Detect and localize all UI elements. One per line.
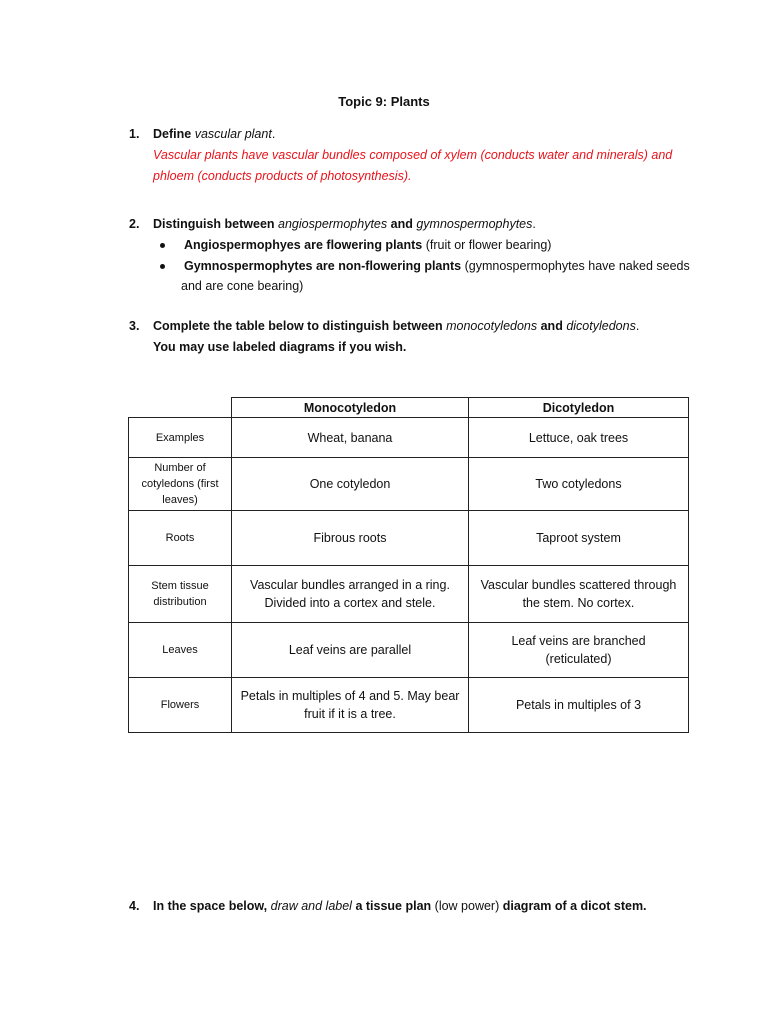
dicot-cell: Vascular bundles scattered through the stem. No cortex. <box>469 566 689 623</box>
prompt-term: angiospermophytes <box>278 217 388 231</box>
table-row <box>129 511 689 566</box>
prompt-text: a tissue plan <box>355 899 432 913</box>
question-number: 3. <box>129 319 140 333</box>
dicot-cell: Leaf veins are branched (reticulated) <box>469 623 689 678</box>
prompt-text: Complete the table below to distinguish between <box>153 319 443 333</box>
prompt-paren: (low power) <box>434 899 500 913</box>
table-row <box>129 566 689 623</box>
bullet-icon <box>160 243 165 248</box>
question-3-instruction: You may use labeled diagrams if you wish. <box>153 340 407 354</box>
question-2-prompt <box>153 217 536 231</box>
prompt-term: draw and label <box>270 899 352 913</box>
table-header-row <box>129 398 689 418</box>
question-4-prompt <box>153 899 647 913</box>
row-label: Roots <box>129 511 232 566</box>
bullet-icon <box>160 264 165 269</box>
dicot-cell: Two cotyledons <box>469 458 689 511</box>
prompt-suffix: . <box>635 319 640 333</box>
question-number: 4. <box>129 899 140 913</box>
bullet-bold-text: Gymnospermophytes are non-flowering plants <box>184 259 462 273</box>
prompt-term: gymnospermophytes <box>416 217 533 231</box>
prompt-text: diagram of a dicot stem. <box>502 899 647 913</box>
column-header-dicotyledon: Dicotyledon <box>469 398 689 418</box>
prompt-term: monocotyledons <box>446 319 538 333</box>
question-3-prompt <box>153 319 639 333</box>
bullet-item <box>184 238 551 252</box>
question-1-prompt <box>153 127 275 141</box>
prompt-text: and <box>390 217 413 231</box>
bullet-continuation: and are cone bearing) <box>181 279 304 293</box>
table-row <box>129 418 689 458</box>
monocot-cell: Petals in multiples of 4 and 5. May bear fruit if it is a tree. <box>232 678 469 733</box>
answer-line: phloem (conducts products of photosynthesis). <box>153 169 412 183</box>
dicot-cell: Lettuce, oak trees <box>469 418 689 458</box>
prompt-term: dicotyledons <box>566 319 636 333</box>
dicot-cell: Petals in multiples of 3 <box>469 678 689 733</box>
page-title: Topic 9: Plants <box>338 94 430 109</box>
monocot-cell: Leaf veins are parallel <box>232 623 469 678</box>
table-row <box>129 458 689 511</box>
prompt-suffix: . <box>532 217 536 231</box>
table-corner-cell <box>129 398 232 418</box>
row-label: Number of cotyledons (first leaves) <box>129 458 232 511</box>
prompt-text: Distinguish between <box>153 217 275 231</box>
monocot-cell: One cotyledon <box>232 458 469 511</box>
row-label: Examples <box>129 418 232 458</box>
comparison-table <box>128 397 689 733</box>
row-label: Leaves <box>129 623 232 678</box>
prompt-text: and <box>540 319 563 333</box>
row-label: Flowers <box>129 678 232 733</box>
dicot-cell: Taproot system <box>469 511 689 566</box>
table-row <box>129 623 689 678</box>
prompt-suffix: . <box>271 127 276 141</box>
table-row <box>129 678 689 733</box>
question-number: 1. <box>129 127 140 141</box>
bullet-text: (gymnospermophytes have naked seeds <box>464 259 690 273</box>
prompt-text: In the space below, <box>153 899 268 913</box>
column-header-monocotyledon: Monocotyledon <box>232 398 469 418</box>
monocot-cell: Fibrous roots <box>232 511 469 566</box>
bullet-item <box>184 259 690 273</box>
bullet-bold-text: Angiospermophyes are flowering plants <box>184 238 423 252</box>
monocot-cell: Wheat, banana <box>232 418 469 458</box>
prompt-text: Define <box>153 127 192 141</box>
bullet-text: (fruit or flower bearing) <box>425 238 552 252</box>
answer-line: Vascular plants have vascular bundles composed of xylem (conducts water and minerals) and <box>153 148 673 162</box>
prompt-term: vascular plant <box>194 127 272 141</box>
monocot-cell: Vascular bundles arranged in a ring. Divided into a cortex and stele. <box>232 566 469 623</box>
question-number: 2. <box>129 217 140 231</box>
row-label: Stem tissue distribution <box>129 566 232 623</box>
